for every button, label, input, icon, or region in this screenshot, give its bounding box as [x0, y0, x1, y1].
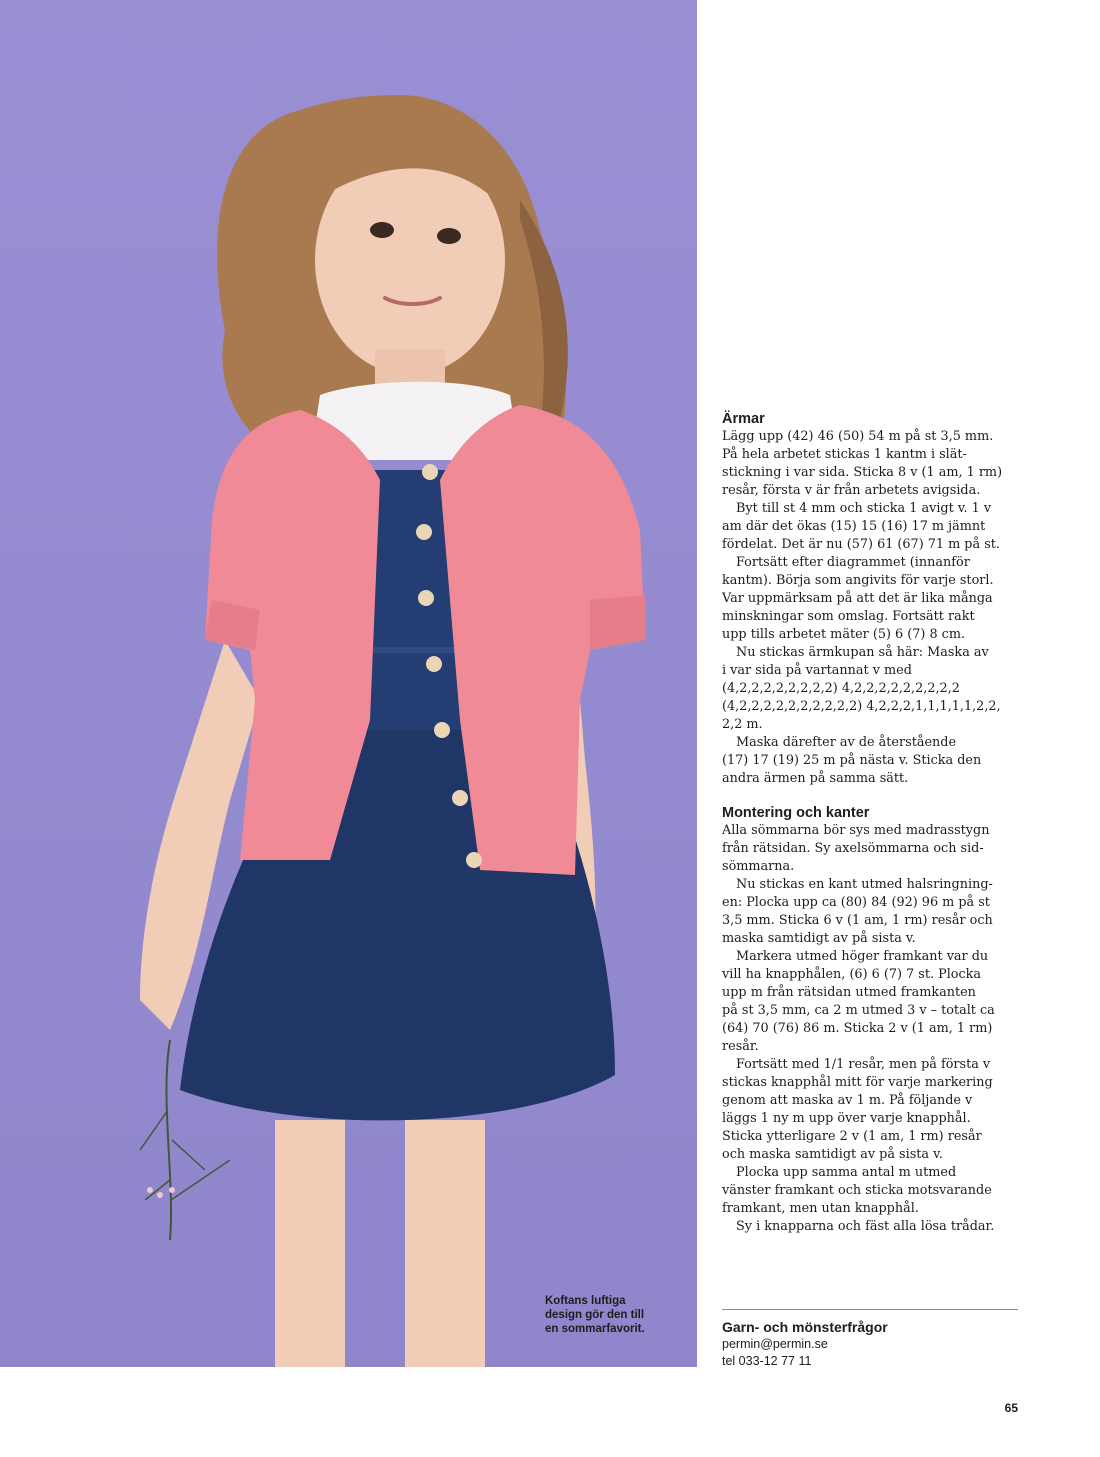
text-line: maska samtidigt av på sista v. [722, 931, 916, 946]
text-line: Fortsätt efter diagrammet (innanför [736, 555, 970, 570]
caption-line: en sommarfavorit. [545, 1323, 645, 1335]
text-line: andra ärmen på samma sätt. [722, 771, 909, 786]
text-line: Sticka ytterligare 2 v (1 am, 1 rm) resår [722, 1129, 982, 1144]
text-line: Maska därefter av de återstående [736, 735, 957, 750]
text-line: Var uppmärksam på att det är lika många [722, 591, 993, 606]
text-line: och maska samtidigt av på sista v. [722, 1147, 943, 1162]
text-line: kantm). Börja som angivits för varje storl. [722, 573, 994, 588]
text-line: i var sida på vartannat v med [722, 663, 912, 678]
text-line: 2,2 m. [722, 717, 763, 732]
contact-phone: tel 033-12 77 11 [722, 1354, 812, 1368]
text-line: från rätsidan. Sy axelsömmarna och sid- [722, 841, 984, 856]
contact-title: Garn- och mönsterfrågor [722, 1319, 888, 1335]
text-line: minskningar som omslag. Fortsätt rakt [722, 609, 975, 624]
text-line: Nu stickas en kant utmed halsringning- [736, 877, 993, 892]
text-line: (64) 70 (76) 86 m. Sticka 2 v (1 am, 1 rm) [722, 1021, 993, 1036]
section-body-assembly [722, 822, 1022, 1236]
text-line: (4,2,2,2,2,2,2,2,2,2,2) 4,2,2,2,1,1,1,1,1,2,2, [722, 699, 1001, 714]
text-line: genom att maska av 1 m. På följande v [722, 1093, 973, 1108]
text-line: på st 3,5 mm, ca 2 m utmed 3 v – totalt ca [722, 1003, 995, 1018]
section-heading-assembly: Montering och kanter [722, 805, 870, 821]
photo-caption [545, 1294, 685, 1336]
section-body-sleeves [722, 428, 1022, 788]
text-line: Sy i knapparna och fäst alla lösa trådar. [736, 1219, 995, 1234]
text-line: framkant, men utan knapphål. [722, 1201, 919, 1216]
text-line: resår. [722, 1039, 759, 1054]
text-line: Nu stickas ärmkupan så här: Maska av [736, 645, 989, 660]
text-line: upp tills arbetet mäter (5) 6 (7) 8 cm. [722, 627, 966, 642]
text-line: Markera utmed höger framkant var du [736, 949, 989, 964]
pattern-instructions [722, 410, 1022, 1236]
text-line: stickning i var sida. Sticka 8 v (1 am, 1 rm) [722, 465, 1003, 480]
text-line: 3,5 mm. Sticka 6 v (1 am, 1 rm) resår och [722, 913, 993, 928]
text-line: am där det ökas (15) 15 (16) 17 m jämnt [722, 519, 986, 534]
text-line: Plocka upp samma antal m utmed [736, 1165, 957, 1180]
text-line: Byt till st 4 mm och sticka 1 avigt v. 1 v [736, 501, 992, 516]
text-line: På hela arbetet stickas 1 kantm i slät- [722, 447, 967, 462]
text-line: (4,2,2,2,2,2,2,2,2) 4,2,2,2,2,2,2,2,2,2 [722, 681, 960, 696]
text-line: resår, första v är från arbetets avigsida. [722, 483, 981, 498]
text-line: stickas knapphål mitt för varje markering [722, 1075, 993, 1090]
divider [722, 1309, 1018, 1310]
page-number: 65 [1004, 1401, 1018, 1415]
text-line: upp m från rätsidan utmed framkanten [722, 985, 976, 1000]
text-line: en: Plocka upp ca (80) 84 (92) 96 m på st [722, 895, 990, 910]
text-line: fördelat. Det är nu (57) 61 (67) 71 m på st. [722, 537, 1000, 552]
text-line: vänster framkant och sticka motsvarande [722, 1183, 992, 1198]
text-line: Lägg upp (42) 46 (50) 54 m på st 3,5 mm. [722, 429, 994, 444]
caption-line: design gör den till [545, 1309, 645, 1321]
text-line: Fortsätt med 1/1 resår, men på första v [736, 1057, 991, 1072]
caption-line: Koftans luftiga [545, 1295, 626, 1307]
section-heading-sleeves: Ärmar [722, 411, 765, 427]
text-line: vill ha knapphålen, (6) 6 (7) 7 st. Plocka [722, 967, 982, 982]
contact-box [722, 1318, 1018, 1370]
text-line: läggs 1 ny m upp över varje knapphål. [722, 1111, 971, 1126]
text-line: sömmarna. [722, 859, 795, 874]
text-line: (17) 17 (19) 25 m på nästa v. Sticka den [722, 753, 982, 768]
contact-email[interactable]: permin@permin.se [722, 1337, 828, 1351]
text-line: Alla sömmarna bör sys med madrasstygn [722, 823, 990, 838]
